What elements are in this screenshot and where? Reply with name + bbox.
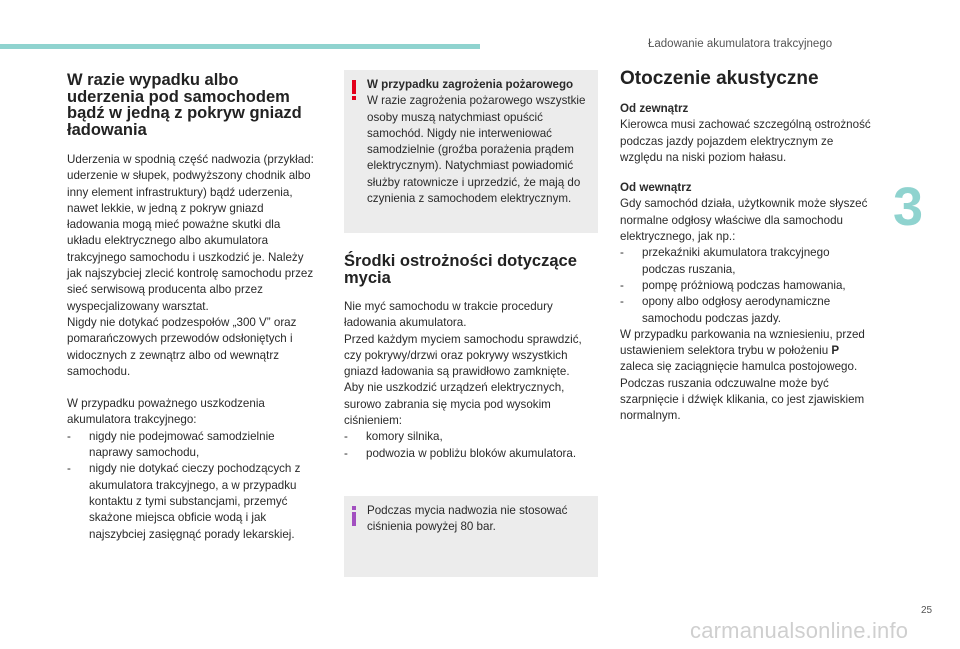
accident-para-1: Uderzenia w spodnią część nadwozia (przykład: uderzenie w słupek, podwyższony chodnik albo inny element infrastruktury) bądź uderzenia, nawet lekkie, w jedną z pokryw gniazd ładowania mogą mieć poważne skutki dla układu elektrycznego albo akumulatora trakcyjnego samochodu i uszkodzić je. Należy jak najszybciej zlecić kontrolę samochodu przez sieć serwisową producenta albo przez wyspecjalizowany warsztat. xyxy=(67,153,314,313)
running-header: Ładowanie akumulatora trakcyjnego xyxy=(648,38,833,50)
list-item: - nigdy nie dotykać cieczy pochodzących z akumulatora trakcyjnego, a w przypadku kontaktu z tymi substancjami, przemyć skażone miejsca obficie wodą i jak najszybciej zasięgnąć porady lekarskiej. xyxy=(67,462,301,541)
list-item: - nigdy nie podejmować samodzielnie naprawy samochodu, xyxy=(67,429,275,460)
list-item: - przekaźniki akumulatora trakcyjnego podczas ruszania, xyxy=(620,246,830,276)
list-item: - pompę próżniową podczas hamowania, xyxy=(620,278,846,292)
washing-para-1: Nie myć samochodu w trakcie procedury ładowania akumulatora. xyxy=(344,300,553,330)
info-content xyxy=(367,503,587,536)
page-number: 25 xyxy=(921,605,933,616)
chapter-number: 3 xyxy=(893,177,924,237)
top-accent-bar xyxy=(0,44,480,49)
washing-para-3: Aby nie uszkodzić urządzeń elektrycznych, surowo zabrania się mycia pod wysokim ciśnieniem: xyxy=(344,381,565,428)
accident-para-3: W przypadku poważnego uszkodzenia akumulatora trakcyjnego: xyxy=(67,397,265,427)
watermark: carmanualsonline.info xyxy=(690,618,909,643)
parking-text: W przypadku parkowania na wzniesieniu, przed ustawieniem selektora trybu w położeniu P zaleca się zaciągnięcie hamulca postojowego. Podczas ruszania odczuwalne może być szarpnięcie i dźwięk klikania, co jest zjawiskiem normalnym. xyxy=(620,327,865,423)
warning-title: W przypadku zagrożenia pożarowego xyxy=(367,78,574,91)
washing-para-2: Przed każdym myciem samochodu sprawdzić, czy pokrywy/drzwi oraz pokrywy wszystkich gniazd ładowania są prawidłowo zamknięte. xyxy=(344,332,582,379)
column-accident xyxy=(67,72,317,543)
info-icon xyxy=(349,505,359,527)
list-item: - komory silnika, xyxy=(344,430,443,444)
list-item: - opony albo odgłosy aerodynamiczne samochodu podczas jazdy. xyxy=(620,295,831,325)
info-text: Podczas mycia nadwozia nie stosować ciśnienia powyżej 80 bar. xyxy=(367,504,568,534)
column-washing xyxy=(344,253,594,462)
accident-heading: W razie wypadku albo uderzenia pod samochodem bądź w jedną z pokryw gniazd ładowania xyxy=(67,71,302,139)
outside-text: Kierowca musi zachować szczególną ostrożność podczas jazdy pojazdem elektrycznym ze względu na niski poziom hałasu. xyxy=(620,118,871,164)
warning-text: W razie zagrożenia pożarowego wszystkie osoby muszą natychmiast opuścić samochód. Nigdy nie interweniować samodzielnie (groźba porażenia prądem elektrycznym). Natychmiast powiadomić służby ratownicze i uprzedzić, że mają do czynienia z samochodem elektrycznym. xyxy=(367,94,586,206)
accident-para-2: Nigdy nie dotykać podzespołów „300 V” oraz pomarańczowych przewodów odsłoniętych i widocznych z zewnątrz albo od wewnątrz samochodu. xyxy=(67,315,297,378)
inside-subheading: Od wewnątrz xyxy=(620,181,692,195)
exclamation-icon xyxy=(347,79,361,101)
outside-subheading: Od zewnątrz xyxy=(620,102,689,115)
list-item: - podwozia w pobliżu bloków akumulatora. xyxy=(344,446,577,460)
acoustic-heading: Otoczenie akustyczne xyxy=(620,68,819,89)
inside-text: Gdy samochód działa, użytkownik może słyszeć normalne odgłosy właściwe dla samochodu elektrycznego, jak np.: xyxy=(620,197,868,244)
warning-content xyxy=(367,77,595,207)
washing-heading: Środki ostrożności dotyczące mycia xyxy=(344,252,577,287)
column-acoustic xyxy=(620,68,875,425)
